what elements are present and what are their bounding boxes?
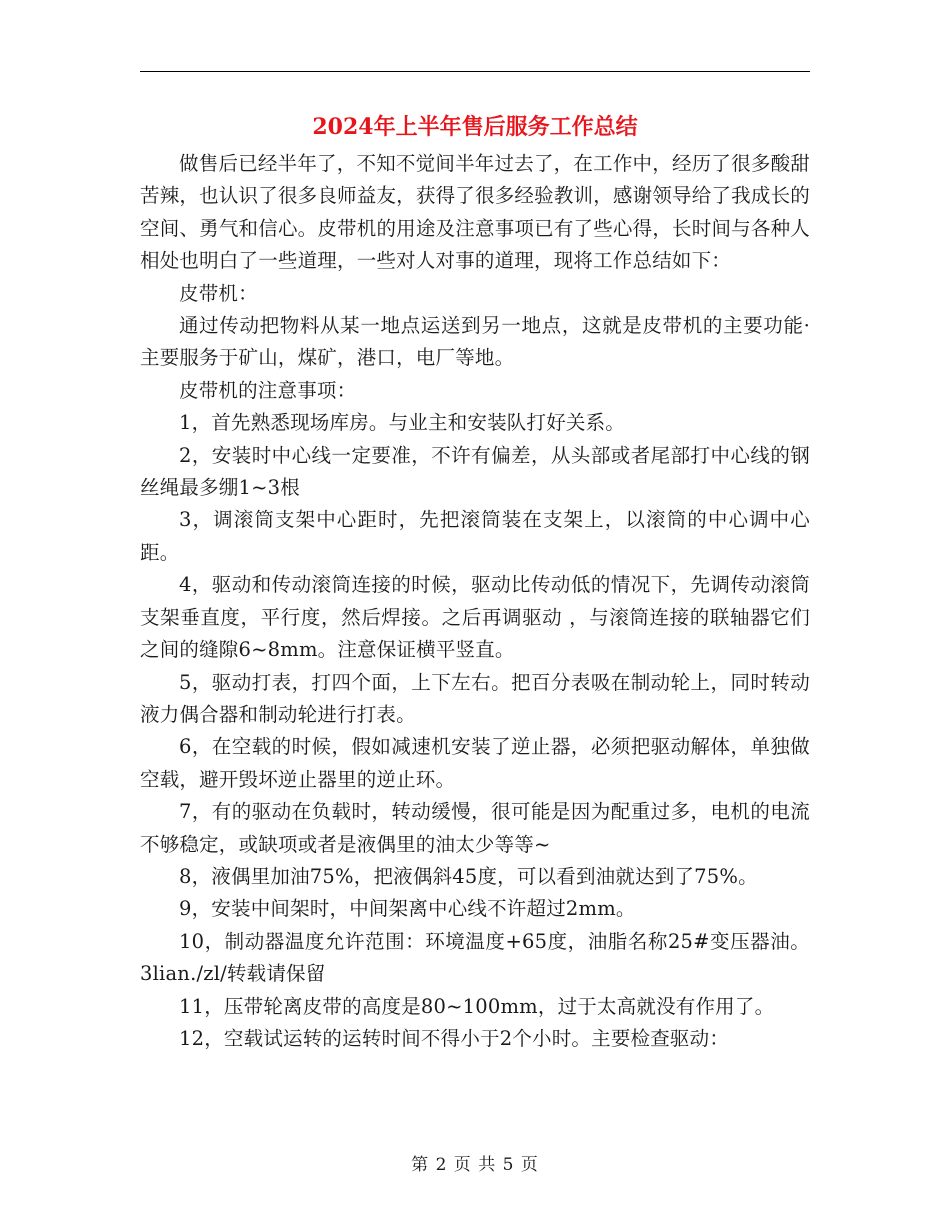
paragraph-note-9: 9，安装中间架时，中间架离中心线不许超过2mm。 <box>179 897 636 921</box>
paragraph-note-6: 6，在空载的时候，假如减速机安装了逆止器，必须把驱动解体，单独做空载，避开毁坏逆止器里的逆止环。 <box>140 735 810 791</box>
paragraph-note-5: 5，驱动打表，打四个面，上下左右。把百分表吸在制动轮上，同时转动液力偶合器和制动轮进行打表。 <box>140 670 810 726</box>
page-number-footer: 第 2 页 共 5 页 <box>411 1155 539 1175</box>
paragraph-intro: 做售后已经半年了，不知不觉间半年过去了，在工作中，经历了很多酸甜苦辣，也认识了很多良师益友，获得了很多经验教训，感谢领导给了我成长的空间、勇气和信心。皮带机的用途及注意事项已有了些心得，长时间与各种人相处也明白了一些道理，一些对人对事的道理，现将工作总结如下： <box>140 152 810 273</box>
document-title: 2024年上半年售后服务工作总结 <box>312 114 638 140</box>
paragraph-note-2: 2，安装时中心线一定要准，不许有偏差，从头部或者尾部打中心线的钢丝绳最多绷1~3根 <box>140 443 810 500</box>
paragraph-heading-notes: 皮带机的注意事项： <box>179 378 357 402</box>
paragraph-note-7: 7，有的驱动在负载时，转动缓慢，很可能是因为配重过多，电机的电流不够稳定，或缺项或者是液偶里的油太少等等~ <box>140 800 810 856</box>
paragraph-note-12: 12，空载试运转的运转时间不得小于2个小时。主要检查驱动： <box>179 1026 730 1050</box>
paragraph-belt-function: 通过传动把物料从某一地点运送到另一地点，这就是皮带机的主要功能·主要服务于矿山，煤矿，港口，电厂等地。 <box>140 314 810 370</box>
header-rule <box>140 71 810 72</box>
document-body <box>140 148 810 1055</box>
paragraph-note-3: 3，调滚筒支架中心距时，先把滚筒装在支架上，以滚筒的中心调中心距。 <box>140 508 810 564</box>
paragraph-note-11: 11，压带轮离皮带的高度是80~100mm，过于太高就没有作用了。 <box>179 994 775 1018</box>
paragraph-heading-belt: 皮带机： <box>179 281 258 305</box>
paragraph-note-4: 4，驱动和传动滚筒连接的时候，驱动比传动低的情况下，先调传动滚筒支架垂直度，平行度，然后焊接。之后再调驱动 ，与滚筒连接的联轴器它们之间的缝隙6~8mm。注意保证横平竖直。 <box>140 573 810 662</box>
paragraph-note-10: 10，制动器温度允许范围：环境温度+65度，油脂名称25#变压器油。3lian./zl/转载请保留 <box>140 929 810 986</box>
paragraph-note-8: 8，液偶里加油75%，把液偶斜45度，可以看到油就达到了75%。 <box>179 864 758 888</box>
paragraph-note-1: 1，首先熟悉现场库房。与业主和安装队打好关系。 <box>179 411 626 435</box>
